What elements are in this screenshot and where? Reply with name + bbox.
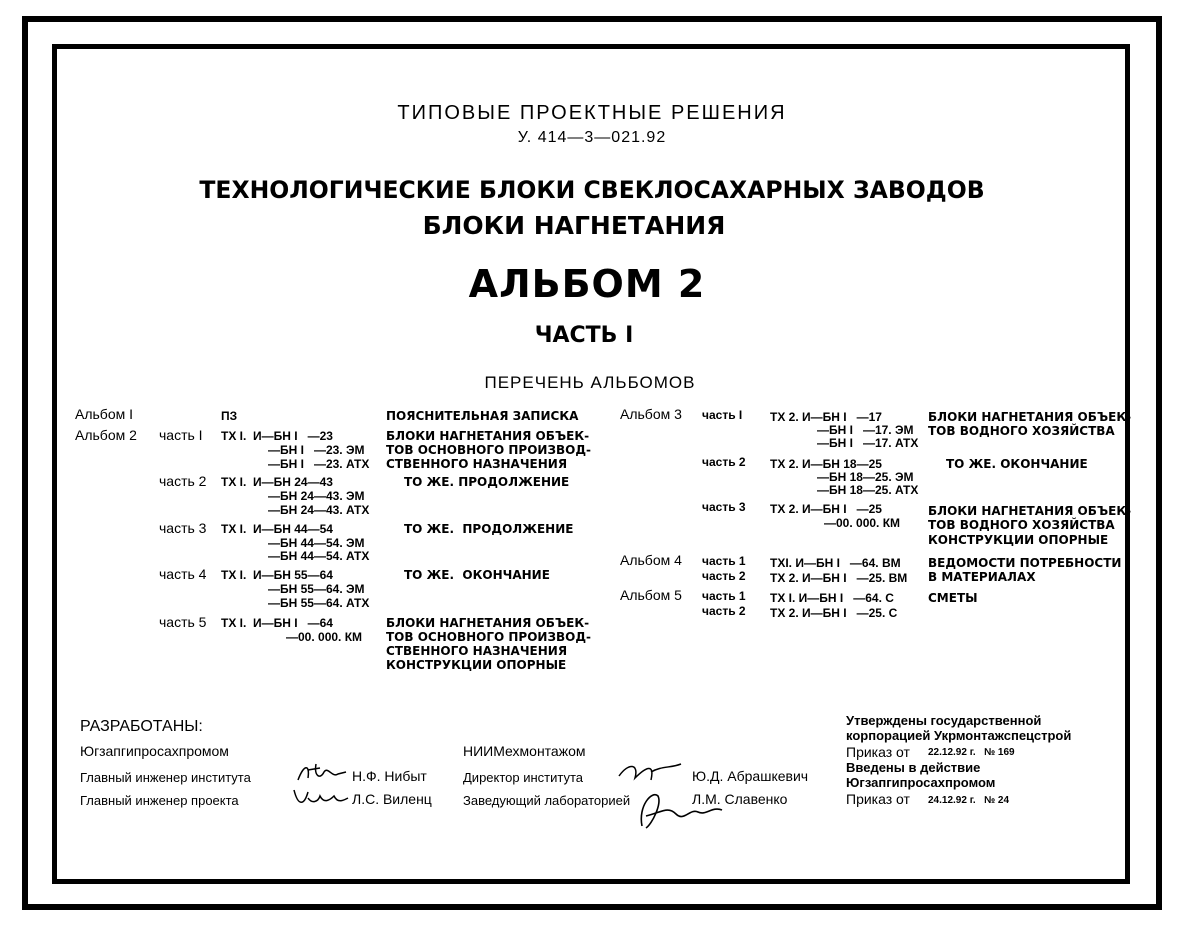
- album-3-part-3-desc-2: ТОВ ВОДНОГО ХОЗЯЙСТВА: [928, 518, 1115, 532]
- developed-heading: РАЗРАБОТАНЫ:: [80, 718, 203, 735]
- director-role: Директор института: [463, 770, 584, 785]
- album-5-part-1-code: ТХ I. И—БН I —64. С: [770, 591, 894, 605]
- album-2-part-4-desc: ТО ЖЕ. ОКОНЧАНИЕ: [404, 568, 550, 582]
- album-1-label: Альбом I: [75, 406, 134, 422]
- album-4-part-2-code: ТХ 2. И—БН I —25. ВМ: [770, 571, 908, 585]
- signature-slavenko: [632, 786, 728, 832]
- album-2-part-3-code-2: —БН 44—54. ЭМ: [268, 536, 365, 550]
- signature-nibyt: [294, 760, 350, 786]
- album-5-desc: СМЕТЫ: [928, 591, 978, 605]
- album-2-part-1-code-1: ТХ I. И—БН I —23: [221, 429, 333, 443]
- series-title: ТИПОВЫЕ ПРОЕКТНЫЕ РЕШЕНИЯ: [397, 102, 787, 124]
- album-2-part-2-code-3: —БН 24—43. АТХ: [268, 503, 370, 517]
- album-2-part-2-code-1: ТХ I. И—БН 24—43: [221, 475, 333, 489]
- album-5-part-2-code: ТХ 2. И—БН I —25. С: [770, 606, 898, 620]
- album-2-part-1-label: часть I: [159, 427, 203, 443]
- introduced-line-1: Введены в действие: [846, 760, 981, 775]
- album-3-part-2-code-1: ТХ 2. И—БН 18—25: [770, 457, 882, 471]
- album-2-part-4-code-3: —БН 55—64. АТХ: [268, 596, 370, 610]
- album-2-part-1-code-2: —БН I —23. ЭМ: [268, 443, 365, 457]
- album-2-part-1-desc-3: СТВЕННОГО НАЗНАЧЕНИЯ: [386, 457, 568, 471]
- developer-org-1: Югзапгипросахпромом: [80, 743, 229, 759]
- album-4-desc-2: В МАТЕРИАЛАХ: [928, 570, 1036, 584]
- album-2-part-4-code-1: ТХ I. И—БН 55—64: [221, 568, 333, 582]
- album-4-desc-1: ВЕДОМОСТИ ПОТРЕБНОСТИ: [928, 556, 1122, 570]
- album-3-part-3-code-2: —00. 000. КМ: [824, 516, 901, 530]
- album-2-part-1-desc-1: БЛОКИ НАГНЕТАНИЯ ОБЪЕК-: [386, 429, 590, 443]
- album-1-code: ПЗ: [221, 409, 238, 423]
- album-3-part-1-code-2: —БН I —17. ЭМ: [817, 423, 914, 437]
- album-2-part-3-code-1: ТХ I. И—БН 44—54: [221, 522, 333, 536]
- album-2-part-1-desc-2: ТОВ ОСНОВНОГО ПРОИЗВОД-: [386, 443, 592, 457]
- main-title-line1: ТЕХНОЛОГИЧЕСКИЕ БЛОКИ СВЕКЛОСАХАРНЫХ ЗАВОДОВ: [199, 176, 985, 204]
- main-title-line2: БЛОКИ НАГНЕТАНИЯ: [422, 211, 726, 240]
- album-3-part-2-desc: ТО ЖЕ. ОКОНЧАНИЕ: [946, 457, 1088, 471]
- album-2-part-4-label: часть 4: [159, 566, 207, 582]
- album-3-part-2-label: часть 2: [702, 455, 746, 469]
- album-2-part-3-label: часть 3: [159, 520, 207, 536]
- album-list-title: ПЕРЕЧЕНЬ АЛЬБОМОВ: [484, 373, 696, 392]
- album-2-part-2-desc: ТО ЖЕ. ПРОДОЛЖЕНИЕ: [404, 475, 570, 489]
- album-3-part-1-desc-2: ТОВ ВОДНОГО ХОЗЯЙСТВА: [928, 424, 1115, 438]
- director-name: Ю.Д. Абрашкевич: [692, 768, 809, 784]
- album-2-part-1-code-3: —БН I —23. АТХ: [268, 457, 370, 471]
- order-1-label: Приказ от: [846, 744, 910, 760]
- album-4-label: Альбом 4: [620, 552, 682, 568]
- album-3-part-3-code-1: ТХ 2. И—БН I —25: [770, 502, 882, 516]
- album-3-label: Альбом 3: [620, 406, 682, 422]
- album-3-part-1-code-1: ТХ 2. И—БН I —17: [770, 410, 882, 424]
- album-3-part-2-code-2: —БН 18—25. ЭМ: [817, 470, 914, 484]
- album-2-part-2-label: часть 2: [159, 473, 207, 489]
- album-5-label: Альбом 5: [620, 587, 682, 603]
- album-2-part-3-code-3: —БН 44—54. АТХ: [268, 549, 370, 563]
- lab-head-role: Заведующий лабораторией: [463, 793, 631, 808]
- album-2-part-5-label: часть 5: [159, 614, 207, 630]
- order-1-date: 22.12.92 г. № 169: [928, 747, 1015, 758]
- part-title: ЧАСТЬ I: [534, 323, 634, 348]
- developer-org-2: НИИМехмонтажом: [463, 743, 586, 759]
- chief-engineer-project-role: Главный инженер проекта: [80, 793, 239, 808]
- album-5-part-1-label: часть 1: [702, 589, 746, 603]
- album-2-part-5-desc-1: БЛОКИ НАГНЕТАНИЯ ОБЪЕК-: [386, 616, 590, 630]
- album-2-label: Альбом 2: [75, 427, 137, 443]
- album-2-part-5-desc-3: СТВЕННОГО НАЗНАЧЕНИЯ: [386, 644, 568, 658]
- album-3-part-3-label: часть 3: [702, 500, 746, 514]
- album-2-part-3-desc: ТО ЖЕ. ПРОДОЛЖЕНИЕ: [404, 522, 574, 536]
- order-2-date: 24.12.92 г. № 24: [928, 795, 1010, 806]
- lab-head-name: Л.М. Славенко: [692, 791, 788, 807]
- signature-vilents: [290, 784, 350, 810]
- approved-line-1: Утверждены государственной: [846, 713, 1042, 728]
- album-3-part-1-desc-1: БЛОКИ НАГНЕТАНИЯ ОБЪЕК-: [928, 410, 1132, 424]
- album-4-part-2-label: часть 2: [702, 569, 746, 583]
- album-1-desc: ПОЯСНИТЕЛЬНАЯ ЗАПИСКА: [386, 409, 579, 423]
- album-2-part-5-code-2: —00. 000. КМ: [286, 630, 363, 644]
- signature-abrashkevich: [615, 758, 687, 786]
- album-3-part-1-label: часть I: [702, 408, 743, 422]
- album-3-part-1-code-3: —БН I —17. АТХ: [817, 436, 919, 450]
- album-2-part-5-desc-4: КОНСТРУКЦИИ ОПОРНЫЕ: [386, 658, 567, 672]
- album-3-part-2-code-3: —БН 18—25. АТХ: [817, 483, 919, 497]
- chief-engineer-project-name: Л.С. Виленц: [352, 791, 432, 807]
- album-title: АЛЬБОМ 2: [468, 262, 706, 306]
- order-2-label: Приказ от: [846, 791, 910, 807]
- chief-engineer-institute-name: Н.Ф. Нибыт: [352, 768, 427, 784]
- chief-engineer-institute-role: Главный инженер института: [80, 770, 251, 785]
- album-2-part-5-desc-2: ТОВ ОСНОВНОГО ПРОИЗВОД-: [386, 630, 592, 644]
- album-5-part-2-label: часть 2: [702, 604, 746, 618]
- album-4-part-1-label: часть 1: [702, 554, 746, 568]
- album-2-part-4-code-2: —БН 55—64. ЭМ: [268, 582, 365, 596]
- album-2-part-2-code-2: —БН 24—43. ЭМ: [268, 489, 365, 503]
- album-3-part-3-desc-1: БЛОКИ НАГНЕТАНИЯ ОБЪЕК-: [928, 504, 1132, 518]
- document-code: У. 414—3—021.92: [517, 129, 667, 146]
- album-2-part-5-code-1: ТХ I. И—БН I —64: [221, 616, 333, 630]
- album-3-part-3-desc-3: КОНСТРУКЦИИ ОПОРНЫЕ: [928, 533, 1109, 547]
- album-4-part-1-code: ТХI. И—БН I —64. ВМ: [770, 556, 901, 570]
- introduced-line-2: Югзапгипросахпромом: [846, 775, 996, 790]
- approved-line-2: корпорацией Укрмонтажспецстрой: [846, 728, 1072, 743]
